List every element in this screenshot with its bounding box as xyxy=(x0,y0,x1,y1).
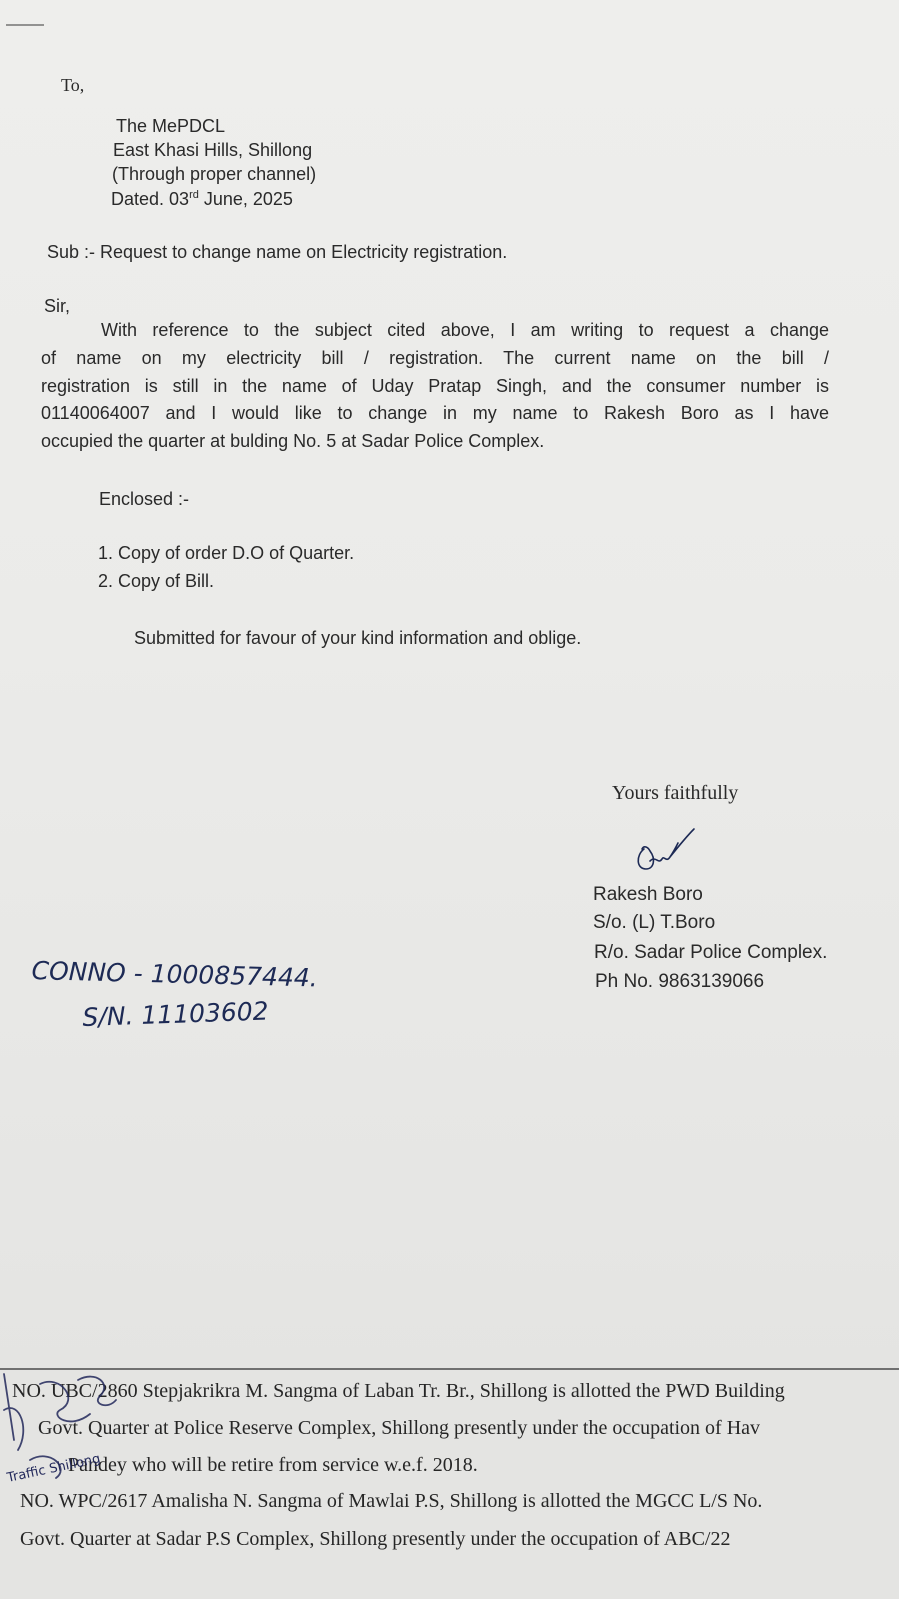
subject-line: Sub :- Request to change name on Electricity registration. xyxy=(47,242,508,262)
stamp-label: Traffic Shillong xyxy=(5,1451,102,1486)
date-prefix: Dated. 03 xyxy=(111,189,190,209)
corner-mark xyxy=(6,24,44,26)
enclosed-label: Enclosed :- xyxy=(99,489,190,509)
letter-date xyxy=(111,187,293,211)
body-line-4: 01140064007 and I would like to change in my name to Rakesh Boro as I have xyxy=(41,403,829,423)
date-rest: June, 2025 xyxy=(198,189,293,209)
valediction: Yours faithfully xyxy=(612,782,739,804)
ink-stamp-overlay xyxy=(0,1370,170,1510)
body-line-5: occupied the quarter at bulding No. 5 at Sadar Police Complex. xyxy=(41,431,545,451)
handwritten-con-no: CONNO - 1000857444. xyxy=(31,956,319,993)
sender-name: Rakesh Boro xyxy=(593,884,703,905)
greeting: Sir, xyxy=(44,296,71,316)
recipient-line-2: East Khasi Hills, Shillong xyxy=(113,140,313,160)
order-line-5: Govt. Quarter at Sadar P.S Complex, Shillong presently under the occupation of ABC/22 xyxy=(20,1528,731,1550)
recipient-line-1: The MePDCL xyxy=(116,116,226,136)
sender-relation: S/o. (L) T.Boro xyxy=(593,912,716,933)
handwritten-serial-no: S/N. 11103602 xyxy=(82,996,270,1032)
order-line-2: Govt. Quarter at Police Reserve Complex, Shillong presently under the occupation of Hav xyxy=(38,1417,761,1439)
signature-mark xyxy=(634,825,714,885)
enclosure-item-1: 1. Copy of order D.O of Quarter. xyxy=(98,543,355,563)
order-line-1: NO. UBC/2860 Stepjakrikra M. Sangma of Laban Tr. Br., Shillong is allotted the PWD Building xyxy=(12,1380,785,1402)
sender-phone: Ph No. 9863139066 xyxy=(595,971,765,992)
sender-residence: R/o. Sadar Police Complex. xyxy=(594,942,828,963)
body-line-2: of name on my electricity bill / registration. The current name on the bill / xyxy=(41,348,829,368)
body-line-1: With reference to the subject cited above, I am writing to request a change xyxy=(101,320,829,340)
date-ordinal: rd xyxy=(189,189,199,201)
recipient-line-3: (Through proper channel) xyxy=(112,164,317,184)
enclosure-item-2: 2. Copy of Bill. xyxy=(98,571,215,591)
closing-line: Submitted for favour of your kind information and oblige. xyxy=(134,628,582,648)
order-line-4: NO. WPC/2617 Amalisha N. Sangma of Mawlai P.S, Shillong is allotted the MGCC L/S No. xyxy=(20,1490,763,1512)
body-line-3: registration is still in the name of Uday Pratap Singh, and the consumer number is xyxy=(41,376,829,396)
order-line-3: Pandey who will be retire from service w.e.f. 2018. xyxy=(68,1454,478,1476)
salutation-to: To, xyxy=(61,75,85,95)
